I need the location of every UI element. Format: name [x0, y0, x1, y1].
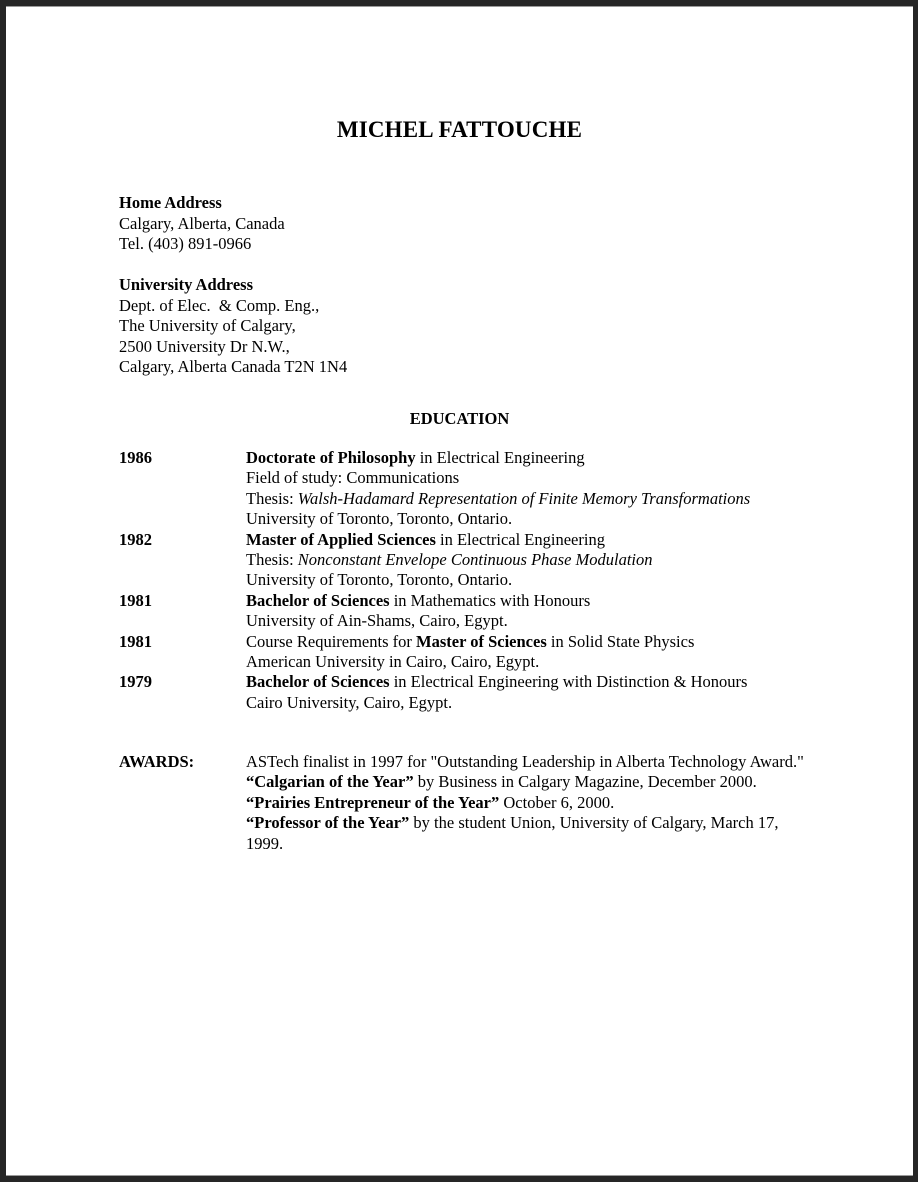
education-year: 1981: [119, 590, 152, 610]
university-address: [119, 275, 347, 378]
award-item: “Prairies Entrepreneur of the Year” October 6, 2000.: [246, 792, 615, 812]
education-institution: University of Ain-Shams, Cairo, Egypt.: [246, 611, 508, 631]
education-year: 1982: [119, 529, 152, 549]
university-address-line: The University of Calgary,: [119, 316, 296, 335]
education-year: 1979: [119, 672, 152, 692]
awards-list: [246, 752, 806, 854]
education-list: [119, 448, 750, 713]
education-institution: Cairo University, Cairo, Egypt.: [246, 692, 453, 712]
education-year: 1981: [119, 631, 152, 651]
education-thesis: Thesis: Walsh-Hadamard Representation of Finite Memory Transformations: [246, 488, 751, 508]
education-institution: University of Toronto, Toronto, Ontario.: [246, 509, 513, 529]
award-item: ASTech finalist in 1997 for "Outstanding Leadership in Alberta Technology Award.": [246, 752, 804, 771]
education-degree: Course Requirements for Master of Sciences in Solid State Physics: [246, 631, 695, 651]
education-entry: [119, 672, 750, 713]
home-address-line: Calgary, Alberta, Canada: [119, 213, 285, 233]
education-thesis: Thesis: Nonconstant Envelope Continuous Phase Modulation: [246, 550, 653, 570]
education-institution: University of Toronto, Toronto, Ontario.: [246, 570, 513, 590]
home-address-heading: Home Address: [119, 193, 222, 212]
home-phone-line: Tel. (403) 891-0966: [119, 234, 252, 253]
education-degree: Doctorate of Philosophy in Electrical Engineering: [246, 448, 585, 467]
university-address-heading: University Address: [119, 275, 253, 294]
document-page: [6, 7, 913, 1175]
awards-section: [119, 752, 806, 854]
education-institution: American University in Cairo, Cairo, Egypt.: [246, 652, 540, 672]
university-address-line: 2500 University Dr N.W.,: [119, 336, 290, 356]
page-title: MICHEL FATTOUCHE: [336, 117, 583, 142]
education-heading: EDUCATION: [409, 409, 510, 428]
education-entry: [119, 632, 750, 673]
education-entry: [119, 591, 750, 632]
education-field: Field of study: Communications: [246, 468, 460, 488]
award-item: “Professor of the Year” by the student Union, University of Calgary, March 17, 1999.: [246, 813, 779, 853]
education-degree: Bachelor of Sciences in Mathematics with Honours: [246, 590, 591, 610]
education-year: 1986: [119, 448, 152, 467]
education-degree: Master of Applied Sciences in Electrical Engineering: [246, 529, 605, 549]
education-entry: [119, 530, 750, 591]
university-address-line: Dept. of Elec. & Comp. Eng.,: [119, 295, 320, 315]
award-item: “Calgarian of the Year” by Business in Calgary Magazine, December 2000.: [246, 772, 757, 792]
university-address-line: Calgary, Alberta Canada T2N 1N4: [119, 357, 348, 376]
awards-label: AWARDS:: [119, 752, 195, 771]
education-entry: [119, 448, 750, 530]
home-address: [119, 193, 285, 255]
education-degree: Bachelor of Sciences in Electrical Engineering with Distinction & Honours: [246, 672, 748, 692]
